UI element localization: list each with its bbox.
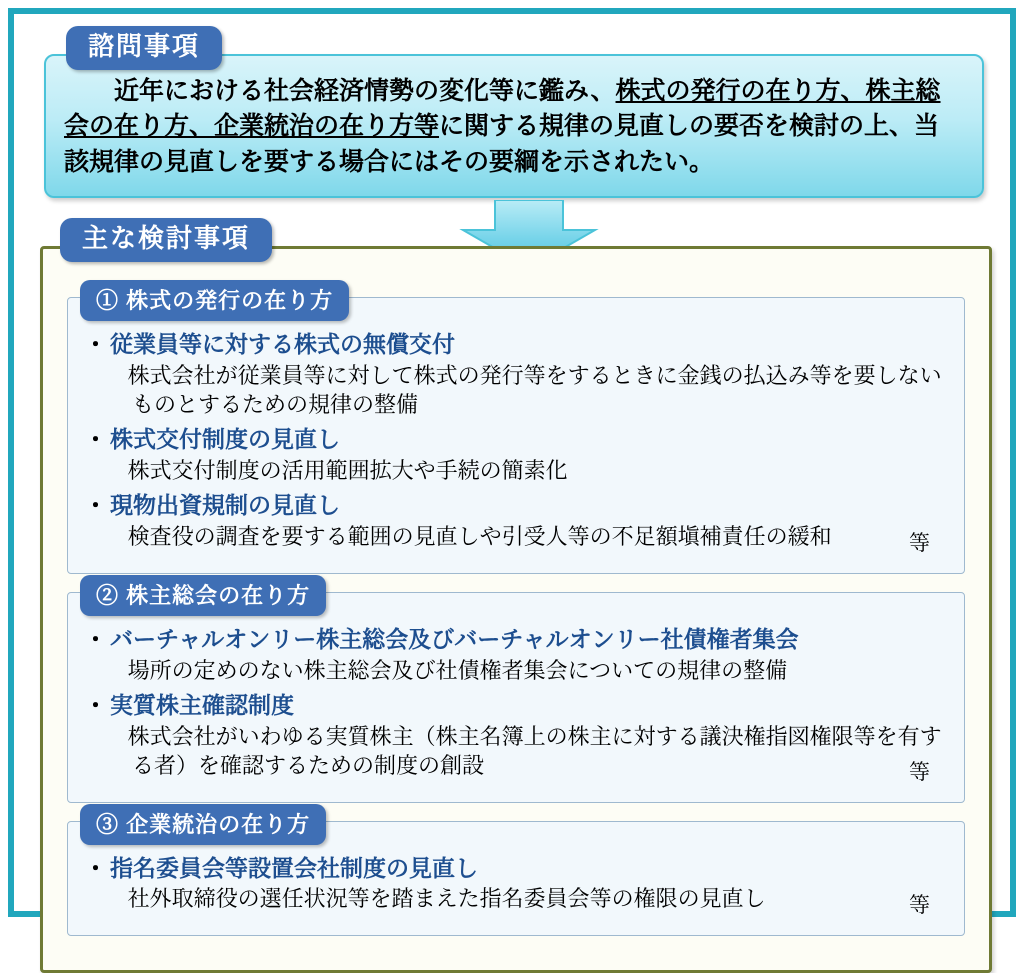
bullet-item <box>84 854 948 914</box>
bullet-item <box>84 625 948 685</box>
bullet-item <box>84 491 948 551</box>
consultation-text-part2: に関する規律の見直しの要否を検討の上、当該規律の見直しを要する場合にはその要綱を示されたい。 <box>64 112 940 176</box>
section-1-title: ① 株式の発行の在り方 <box>80 280 349 321</box>
consultation-text-part1: 近年における社会経済情勢の変化等に鑑み、 <box>89 76 616 105</box>
consultation-box <box>44 54 984 199</box>
bullet-head: ・ 実質株主確認制度 <box>84 691 948 721</box>
bullet-desc: 社外取締役の選任状況等を踏まえた指名委員会等の権限の見直し <box>127 886 766 912</box>
bullet-head: ・ 指名委員会等設置会社制度の見直し <box>84 854 948 884</box>
bullet-desc: 株式交付制度の活用範囲拡大や手続の簡素化 <box>127 457 568 483</box>
bullet-head: ・ 株式交付制度の見直し <box>84 425 948 455</box>
bullet-head: ・ バーチャルオンリー株主総会及びバーチャルオンリー社債権者集会 <box>84 625 948 655</box>
bullet-head: ・ 現物出資規制の見直し <box>84 491 948 521</box>
bullet-head: ・ 従業員等に対する株式の無償交付 <box>84 330 948 360</box>
main-items-box <box>40 246 992 973</box>
consultation-text-underlined: 株式の発行の在り方、株主総会の在り方、企業統治の在り方等 <box>64 76 941 141</box>
bullet-desc: 検査役の調査を要する範囲の見直しや引受人等の不足額塡補責任の緩和 <box>127 523 832 549</box>
consultation-text <box>64 74 964 181</box>
section-2-footer <box>84 760 948 790</box>
consultation-block <box>44 26 984 198</box>
bullet-item <box>84 691 948 780</box>
section-2-title: ② 株主総会の在り方 <box>80 575 326 616</box>
bullet-desc: 株式会社がいわゆる実質株主（株主名簿上の株主に対する議決権指図権限等を有する者）を確認するための制度の創設 <box>127 723 942 778</box>
bullet-item <box>84 330 948 419</box>
section-shareholders-meeting <box>67 582 965 803</box>
section-1-footnote: 等 <box>909 531 930 555</box>
bullet-desc: 株式会社が従業員等に対して株式の発行等をするときに金銭の払込み等を要しないものとするための規律の整備 <box>127 362 942 417</box>
slide-canvas <box>14 14 1010 918</box>
slide-frame <box>8 8 1016 917</box>
consultation-title-tab: 諮問事項 <box>66 26 222 70</box>
main-items-block <box>40 218 992 973</box>
section-3-footnote: 等 <box>909 894 930 918</box>
section-3-title: ③ 企業統治の在り方 <box>80 804 326 845</box>
section-2-footnote: 等 <box>909 760 930 784</box>
bullet-item <box>84 425 948 485</box>
bullet-desc: 場所の定めのない株主総会及び社債権者集会についての規律の整備 <box>127 657 788 683</box>
section-corporate-governance <box>67 811 965 937</box>
main-items-title-tab: 主な検討事項 <box>60 218 272 262</box>
section-share-issuance <box>67 287 965 574</box>
